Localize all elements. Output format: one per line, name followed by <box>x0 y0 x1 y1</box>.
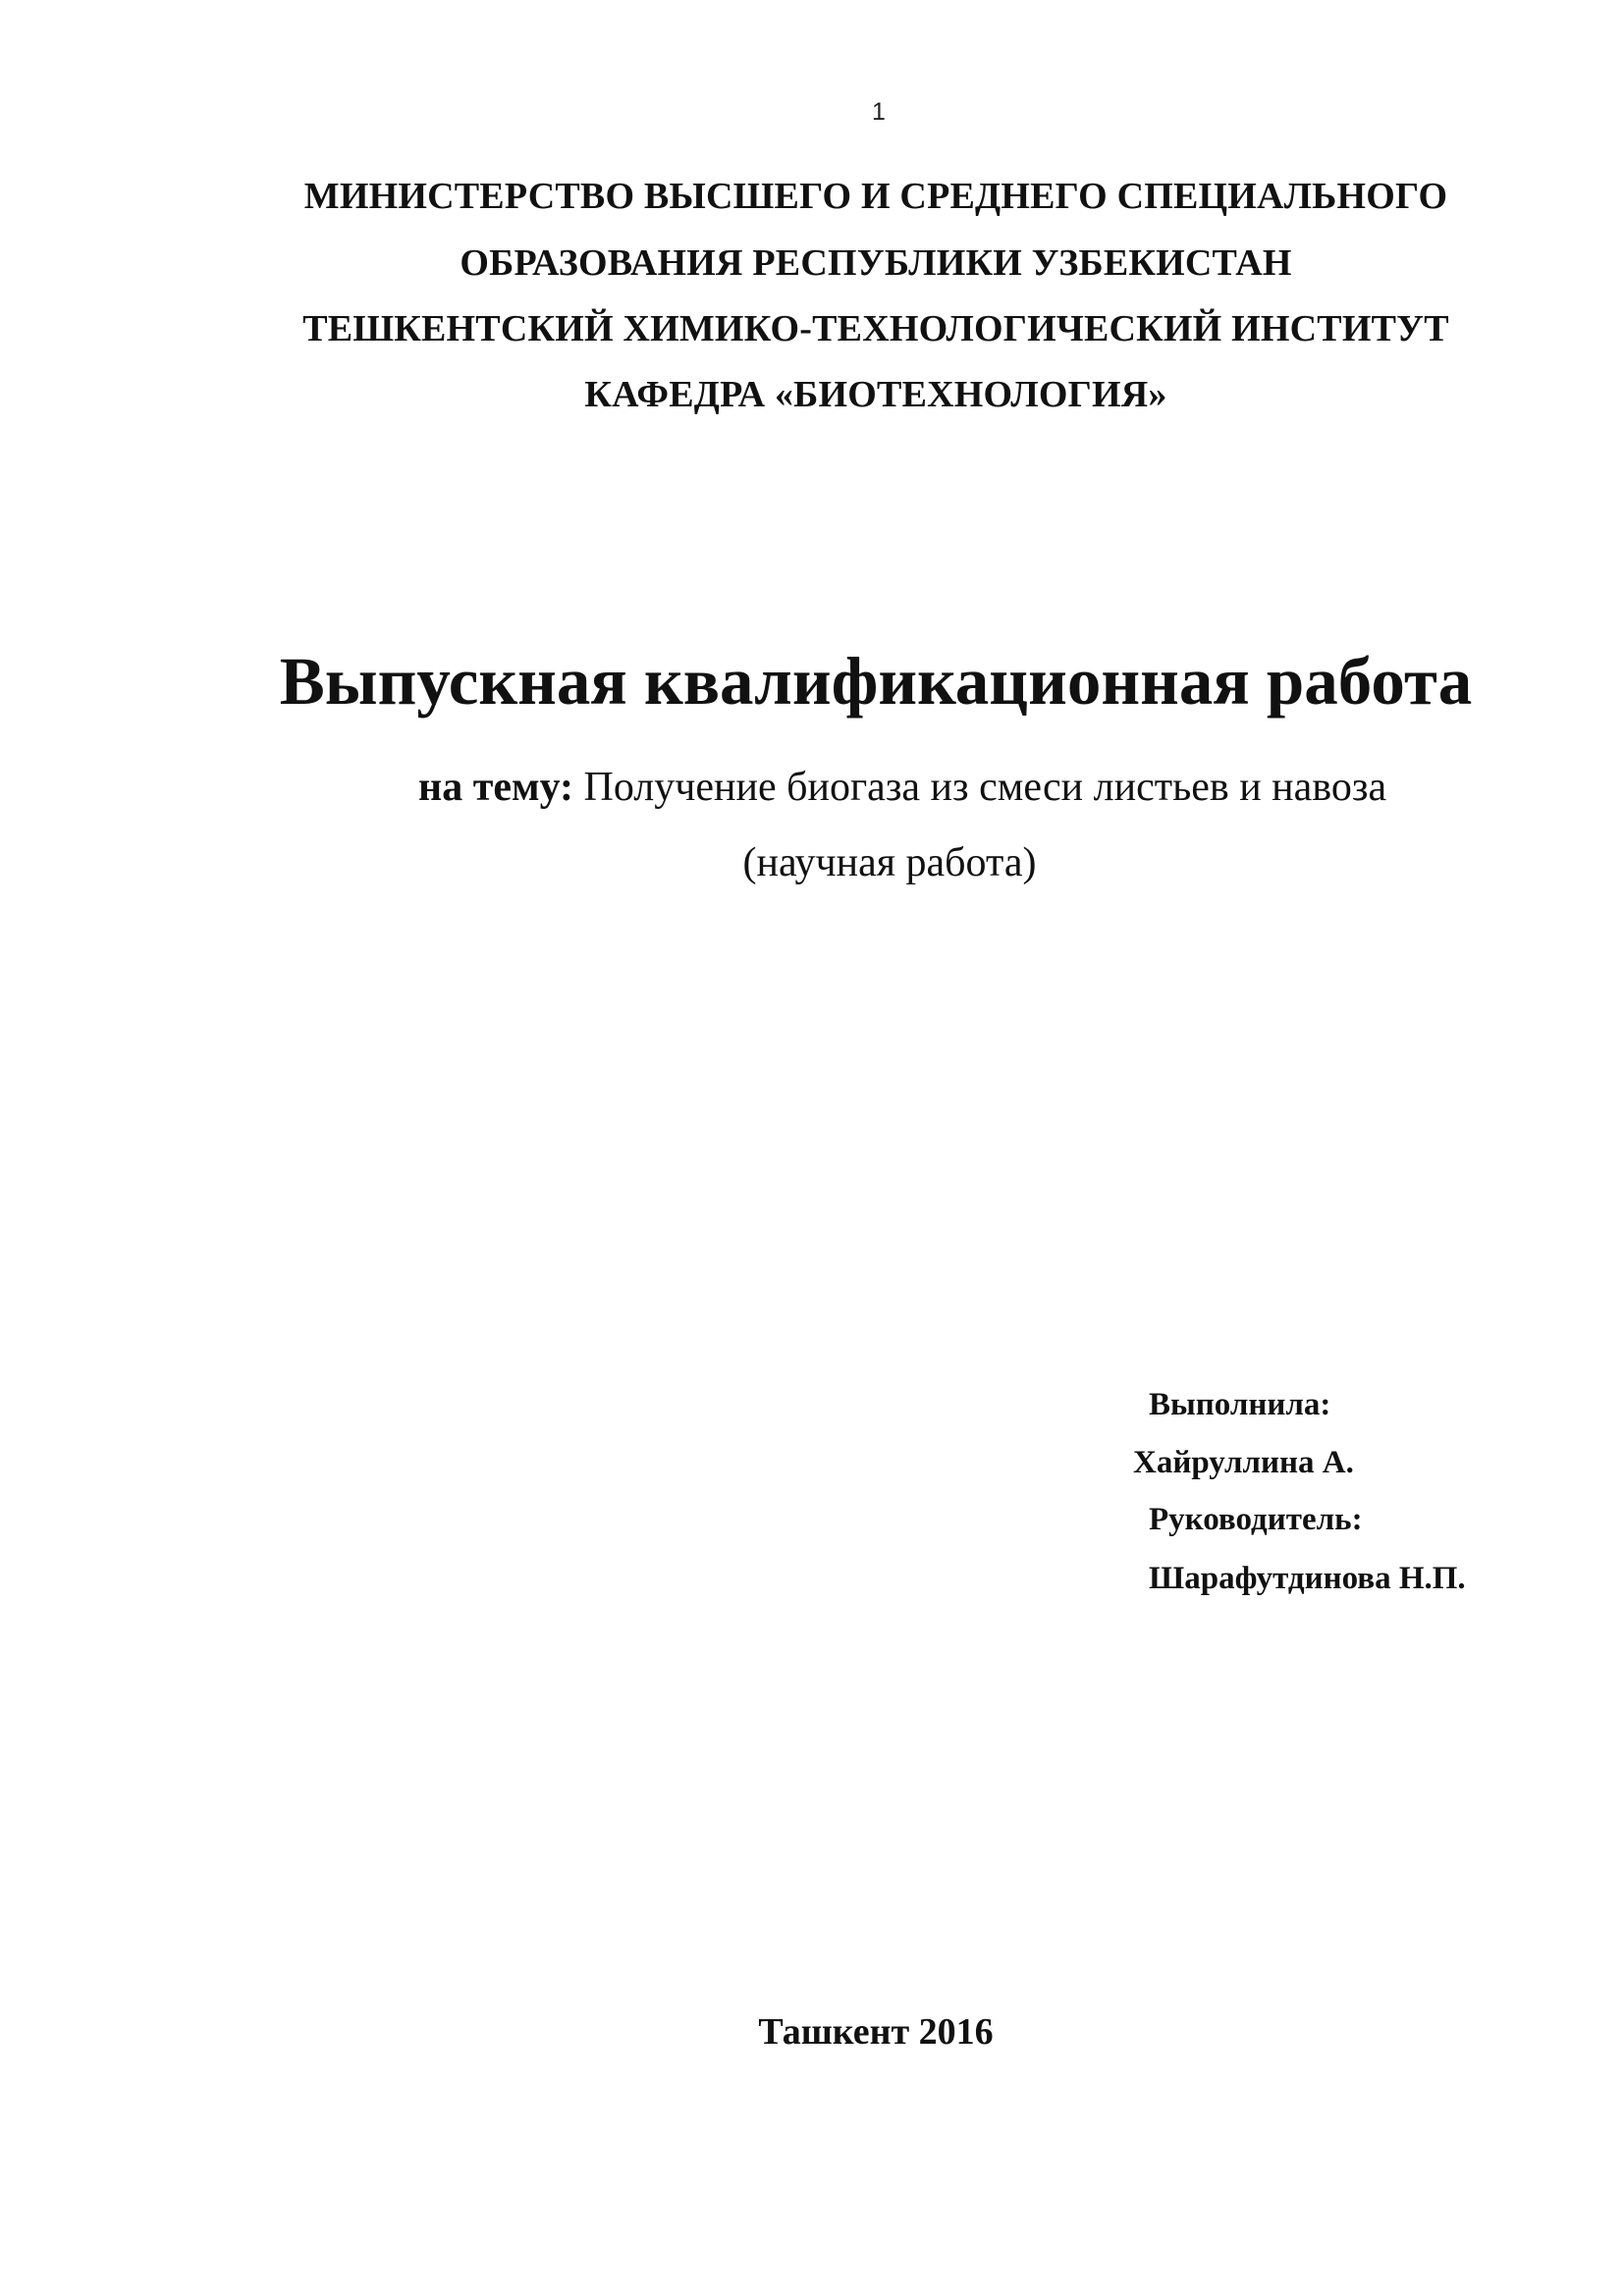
performer-name: Хайруллина А. <box>1133 1445 1354 1480</box>
performer-label: Выполнила: <box>1149 1387 1331 1422</box>
supervisor-name: Шарафутдинова Н.П. <box>1149 1561 1466 1596</box>
page-number: 1 <box>872 98 886 126</box>
department-name: КАФЕДРА «БИОТЕХНОЛОГИЯ» <box>584 374 1167 415</box>
supervisor-label: Руководитель: <box>1149 1502 1363 1537</box>
document-title: Выпускная квалификационная работа <box>279 644 1473 719</box>
topic-label: на тему: <box>418 765 574 810</box>
topic-text: Получение биогаза из смеси листьев и навоза <box>573 765 1387 810</box>
topic-line <box>418 764 1386 811</box>
city-year: Ташкент 2016 <box>758 2011 994 2053</box>
ministry-line-2: ОБРАЗОВАНИЯ РЕСПУБЛИКИ УЗБЕКИСТАН <box>460 242 1292 284</box>
ministry-line-1: МИНИСТЕРСТВО ВЫСШЕГО И СРЕДНЕГО СПЕЦИАЛЬНОГО <box>303 176 1448 217</box>
work-type: (научная работа) <box>742 840 1037 885</box>
institute-name: ТЕШКЕНТСКИЙ ХИМИКО-ТЕХНОЛОГИЧЕСКИЙ ИНСТИТУТ <box>302 308 1449 349</box>
